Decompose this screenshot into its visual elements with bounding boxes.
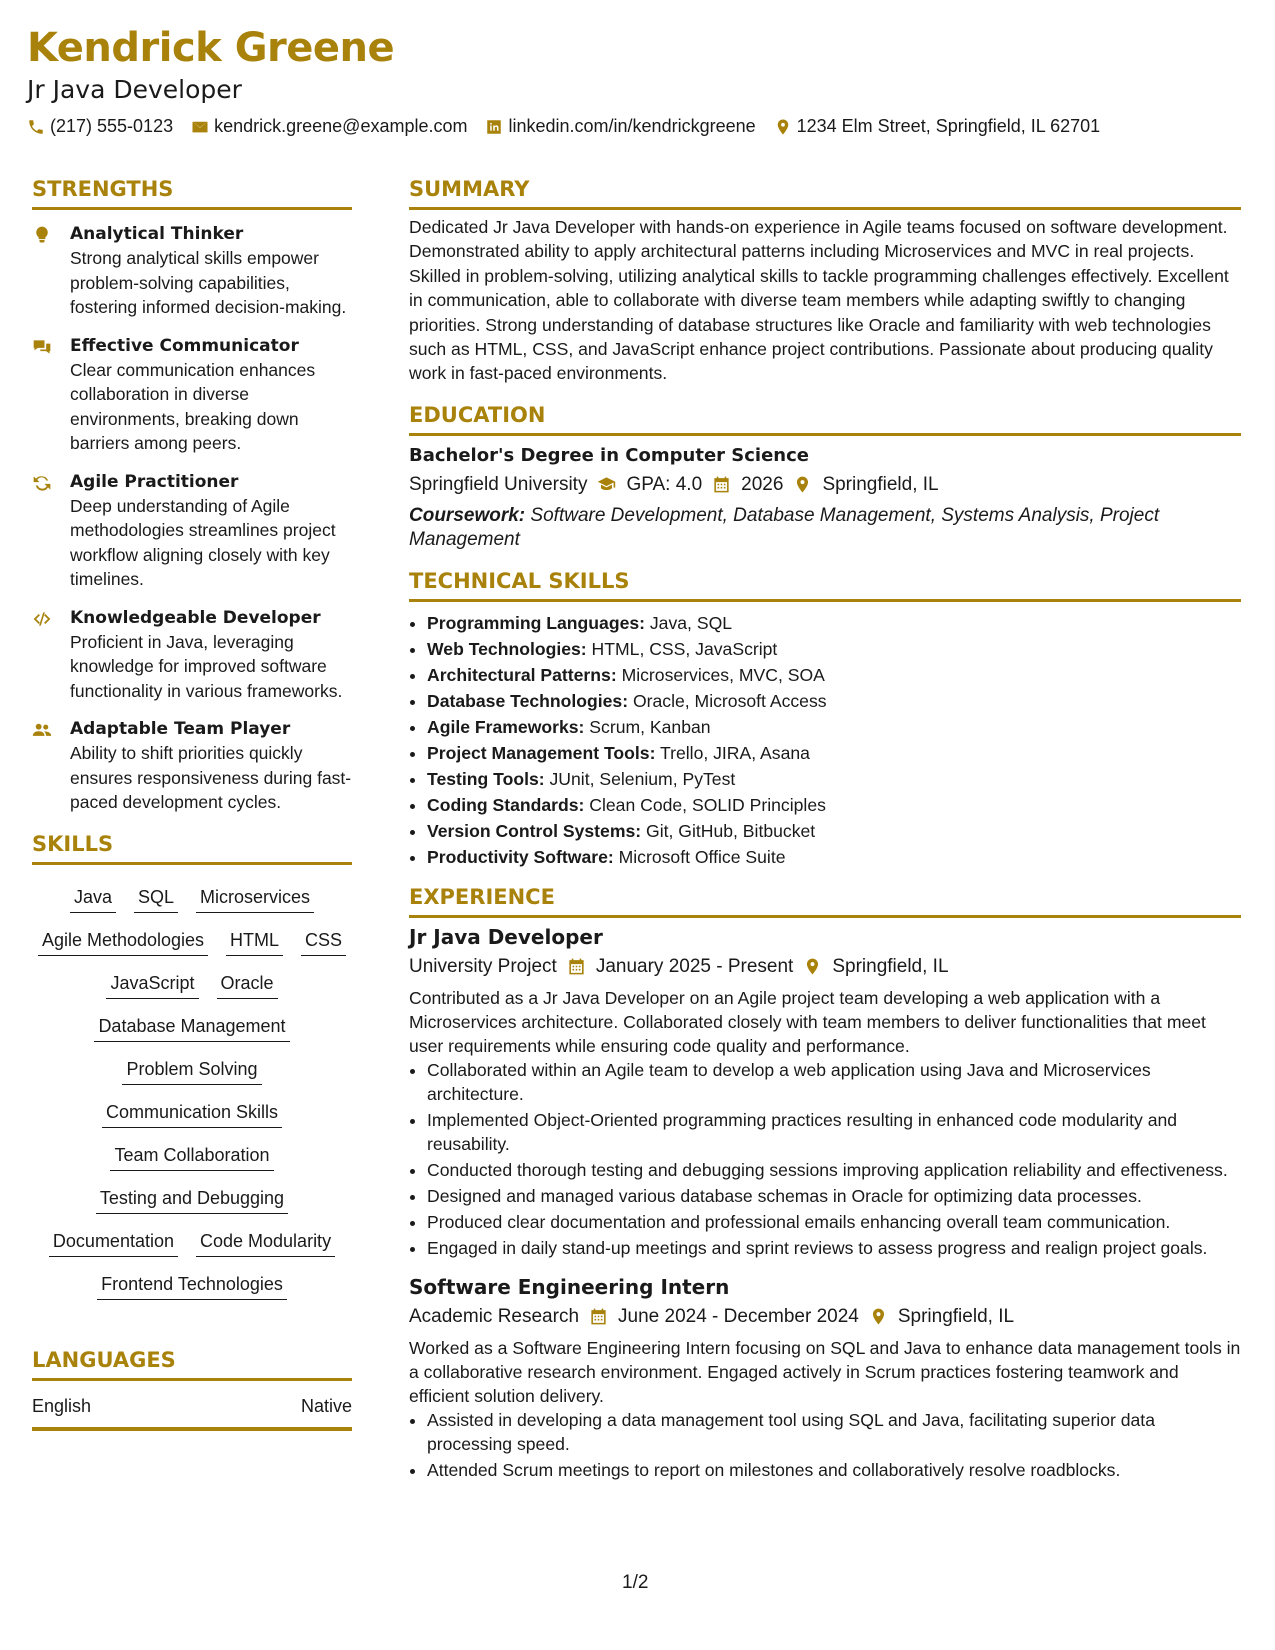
job-dates: June 2024 - December 2024 [618,1305,859,1327]
calendar-icon [712,475,731,494]
map-marker-icon [774,118,792,136]
experience-item [409,922,1241,1260]
experience-item [409,1272,1241,1482]
tech-skill-item: • Testing Tools: JUnit, Selenium, PyTest [427,766,1241,792]
strengths-heading: STRENGTHS [32,174,352,210]
resume-header [27,22,1247,137]
left-column [32,174,352,1431]
skill-tag: Documentation [49,1228,178,1257]
strength-title: Agile Practitioner [70,471,239,492]
tech-skill-item: • Agile Frameworks: Scrum, Kanban [427,714,1241,740]
skill-tag: Communication Skills [102,1099,282,1128]
envelope-icon [191,118,209,136]
code-icon [32,609,52,629]
job-bullet: • Attended Scrum meetings to report on milestones and collaboratively resolve roadblocks. [427,1458,1241,1482]
strengths-list [32,218,352,815]
phone-icon [27,118,45,136]
skill-tag: Testing and Debugging [96,1185,288,1214]
skill-tag: Java [70,884,116,913]
tech-skill-item: • Web Technologies: HTML, CSS, JavaScript [427,636,1241,662]
map-marker-icon [869,1307,888,1326]
strength-desc: Proficient in Java, leveraging knowledge for improved software functionality in various frameworks. [70,631,343,701]
technical-skills-heading: TECHNICAL SKILLS [409,566,1241,602]
skill-tag: Oracle [217,970,278,999]
technical-skills-list [409,610,1241,870]
skill-tag: Microservices [196,884,314,913]
skill-tag: Code Modularity [196,1228,335,1257]
tech-skill-item: • Productivity Software: Microsoft Office Suite [427,844,1241,870]
job-bullet: • Collaborated within an Agile team to develop a web application using Java and Microservices architecture. [427,1058,1241,1106]
skill-tag: Problem Solving [122,1056,261,1085]
skills-heading: SKILLS [32,829,352,865]
graduation-cap-icon [597,475,616,494]
edu-meta [409,470,1241,500]
skills-list [32,873,352,1317]
edu-year: 2026 [741,473,784,495]
job-bullet: • Conducted thorough testing and debugging sessions improving application reliability and effectiveness. [427,1158,1241,1182]
linkedin-icon [485,118,503,136]
job-description: Worked as a Software Engineering Intern focusing on SQL and Java to enhance data management tools in a collaborative research environment. Engaged actively in Scrum practices fostering teamwork and efficient solution delivery. [409,1337,1241,1406]
job-title: Software Engineering Intern [409,1274,730,1299]
strength-title: Effective Communicator [70,335,299,356]
strength-title: Analytical Thinker [70,224,244,244]
summary-text: Dedicated Jr Java Developer with hands-on experience in Agile teams focused on software development. Demonstrated ability to apply architectural patterns including Microservices and MVC in real projects. Skilled in problem-solving, utilizing analytical skills to tackle programming challenges effectively. Excellent in communication, able to collaborate with diverse team members while adapting swiftly to changing priorities. Strong understanding of database structures like Oracle and familiarity with web technologies such as HTML, CSS, and JavaScript enhance project contributions. Passionate about producing quality work in fast-paced environments. [409,217,1229,384]
sync-icon [32,473,52,493]
job-description: Contributed as a Jr Java Developer on an Agile project team developing a web application with a Microservices architecture. Collaborated closely with team members to deliver functionalities that meet user requirements while ensuring code quality and performance. [409,987,1206,1056]
job-bullet: • Produced clear documentation and professional emails enhancing overall team communication. [427,1210,1241,1234]
job-bullet: • Designed and managed various database schemas in Oracle for optimizing data processes. [427,1184,1241,1208]
skill-tag: Frontend Technologies [97,1271,287,1300]
email-text: kendrick.greene@example.com [214,116,468,136]
skill-tag: Agile Methodologies [38,927,208,956]
languages-heading: LANGUAGES [32,1345,352,1381]
edu-school: Springfield University [409,473,588,495]
strength-item [32,717,352,815]
linkedin-text: linkedin.com/in/kendrickgreene [508,116,756,136]
skill-tag: SQL [134,884,178,913]
experience-heading: EXPERIENCE [409,882,1241,918]
strength-desc: Deep understanding of Agile methodologies streamlines project workflow aligning closely with key timelines. [70,495,336,589]
strength-item [32,334,352,456]
edu-gpa: GPA: 4.0 [626,473,703,495]
edu-degree: Bachelor's Degree in Computer Science [409,444,809,466]
coursework-text: Software Development, Database Management, Systems Analysis, Project Management [409,504,1160,550]
skill-tag: Database Management [94,1013,289,1042]
job-org: Academic Research [409,1305,580,1327]
skill-tag: CSS [301,927,346,956]
tech-skill-item: • Database Technologies: Oracle, Microsoft Access [427,688,1241,714]
strength-desc: Strong analytical skills empower problem-solving capabilities, fostering informed decision-making. [70,248,347,317]
coursework-label: Coursework: [409,504,526,526]
skill-tag: JavaScript [106,970,198,999]
job-meta [409,952,1241,982]
map-marker-icon [793,475,812,494]
skill-tag: Team Collaboration [110,1142,273,1171]
skill-tag: HTML [226,927,283,956]
phone-text: (217) 555-0123 [50,116,174,136]
job-meta [409,1302,1241,1332]
strength-desc: Ability to shift priorities quickly ensures responsiveness during fast-paced development cycles. [70,743,352,812]
education-heading: EDUCATION [409,400,1241,436]
contact-linkedin[interactable] [485,116,755,137]
strength-desc: Clear communication enhances collaboration in diverse environments, breaking down barriers among peers. [70,359,316,453]
edu-coursework [409,504,1241,552]
language-level: Native [300,1395,352,1416]
job-bullet: • Engaged in daily stand-up meetings and sprint reviews to assess progress and realign project goals. [427,1236,1241,1260]
tech-skill-item: • Programming Languages: Java, SQL [427,610,1241,636]
job-bullet: • Assisted in developing a data management tool using SQL and Java, facilitating superior data processing speed. [427,1408,1241,1456]
contact-phone[interactable] [27,116,173,137]
contact-email[interactable] [191,116,467,137]
candidate-title: Jr Java Developer [27,75,242,104]
job-dates: January 2025 - Present [595,955,794,977]
comments-icon [32,337,52,357]
contact-bar [27,116,1247,137]
edu-location: Springfield, IL [822,473,939,495]
address-text: 1234 Elm Street, Springfield, IL 62701 [796,116,1101,136]
job-bullets [409,1408,1241,1482]
summary-heading: SUMMARY [409,174,1241,210]
job-bullets [409,1058,1241,1260]
strength-item [32,470,352,592]
candidate-name: Kendrick Greene [27,25,395,71]
lightbulb-icon [32,225,52,245]
calendar-icon [567,957,586,976]
tech-skill-item: • Project Management Tools: Trello, JIRA, Asana [427,740,1241,766]
job-location: Springfield, IL [897,1305,1015,1327]
strength-title: Knowledgeable Developer [70,607,321,628]
tech-skill-item: • Architectural Patterns: Microservices, MVC, SOA [427,662,1241,688]
job-title: Jr Java Developer [409,924,603,949]
right-column [409,174,1241,1494]
page-number: 1/2 [622,1572,649,1593]
contact-address [774,116,1101,137]
language-row [32,1389,352,1431]
job-org: University Project [409,955,557,977]
language-name: English [32,1395,92,1416]
map-marker-icon [803,957,822,976]
users-icon [32,720,52,740]
strength-title: Adaptable Team Player [70,719,291,739]
tech-skill-item: • Coding Standards: Clean Code, SOLID Principles [427,792,1241,818]
calendar-icon [589,1307,608,1326]
strength-item [32,606,352,704]
strength-item [32,222,352,320]
tech-skill-item: • Version Control Systems: Git, GitHub, Bitbucket [427,818,1241,844]
job-location: Springfield, IL [832,955,949,977]
job-bullet: • Implemented Object-Oriented programming practices resulting in enhanced code modularity and reusability. [427,1108,1241,1156]
